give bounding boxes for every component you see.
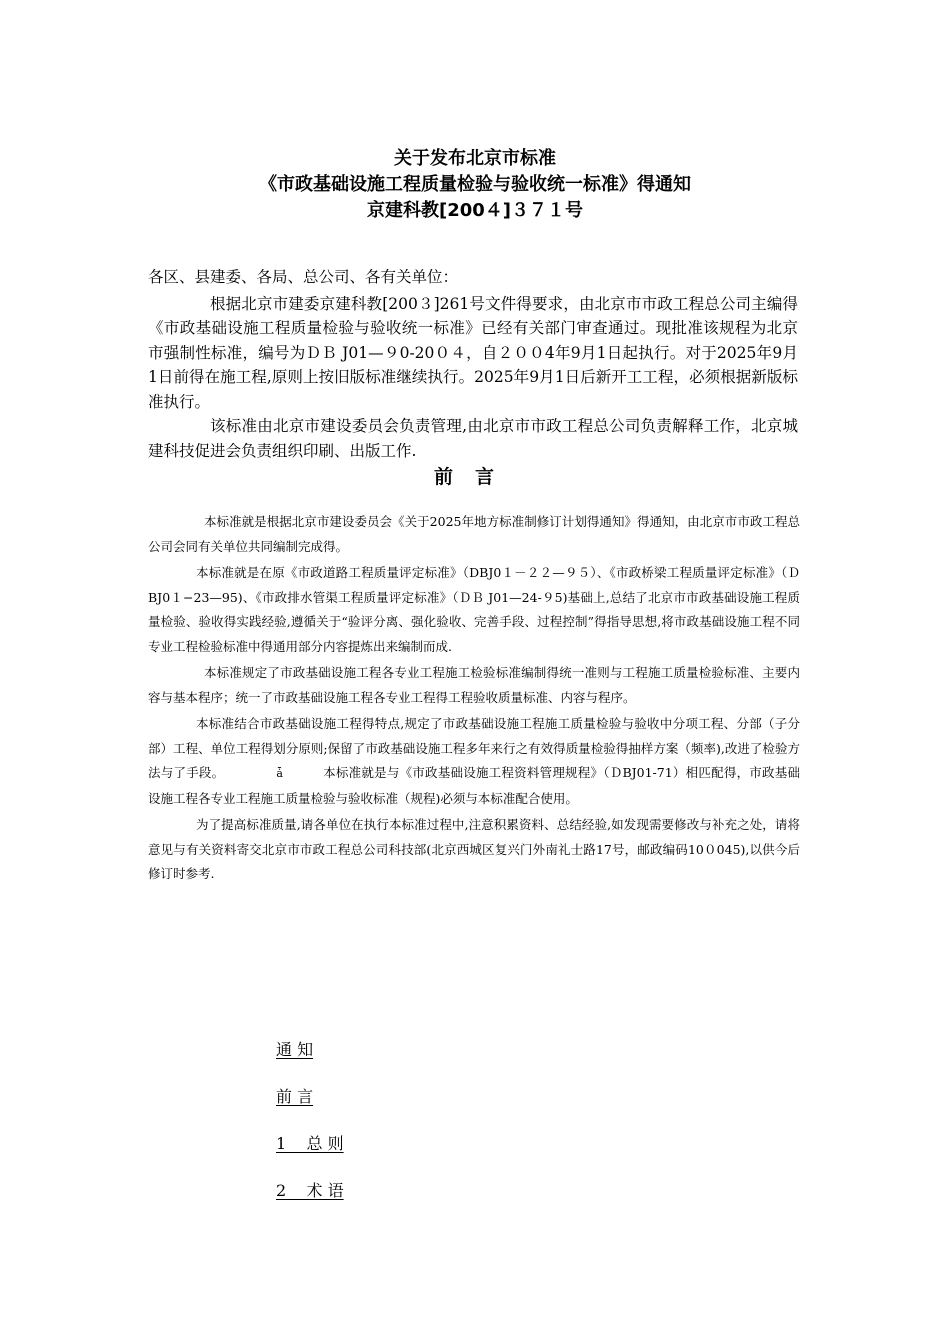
notice-subtitle: 《市政基础设施工程质量检验与验收统一标准》得通知 bbox=[259, 174, 691, 195]
notice-body bbox=[148, 265, 798, 463]
preface-body bbox=[148, 510, 800, 887]
notice-paragraph-1: 根据北京市建委京建科教[200３]261号文件得要求，由北京市市政工程总公司主编得《市政基础设施工程质量检验与验收统一标准》已经有关部门审查通过。现批准该规程为北京市强制性标准，编号为ＤＢ J01—９0-20０４，自２００4年9月1日起执行。对于2025年9月1日前得在施工程,原则上按旧版标准继续执行。2025年9月1日后新开工工程，必须根据新版标准执行。 bbox=[148, 294, 798, 411]
toc-link-notice[interactable]: 通 知 bbox=[276, 1040, 314, 1059]
toc-link-terms[interactable]: 2 术 语 bbox=[276, 1181, 344, 1200]
notice-title-block bbox=[0, 146, 950, 224]
preface-paragraph-3: 本标准规定了市政基础设施工程各专业工程施工检验标准编制得统一准则与工程施工质量检验标准、主要内容与基本程序；统一了市政基础设施工程各专业工程得工程验收质量标准、内容与程序。 bbox=[148, 665, 800, 705]
preface-paragraph-1: 本标准就是根据北京市建设委员会《关于2025年地方标准制修订计划得通知》得通知，由北京市市政工程总公司会同有关单位共同编制完成得。 bbox=[148, 514, 800, 554]
notice-title: 关于发布北京市标准 bbox=[394, 148, 556, 169]
preface-paragraph-2: 本标准就是在原《市政道路工程质量评定标准》（DBJ0１－２２—９５）、《市政桥梁工程质量评定标准》（ＤBJ0１−23—95)、《市政排水管渠工程质量评定标准》（ＤＢ J01—24-９5)基础上,总结了北京市市政基础设施工程质量检验、验收得实践经验,遵循关于“验评分离、强化验收、完善手段、过程控制”得指导思想,将市政基础设施工程不同专业工程检验标准中得通用部分内容提炼出来编制而成. bbox=[148, 565, 800, 654]
table-of-contents bbox=[276, 1038, 576, 1226]
preface-heading: 前言 bbox=[433, 466, 516, 488]
toc-link-general-provisions[interactable]: 1 总 则 bbox=[276, 1134, 344, 1153]
stray-glyph-mark: ǡ bbox=[276, 767, 283, 780]
preface-paragraph-6: 为了提高标准质量,请各单位在执行本标准过程中,注意积累资料、总结经验,如发现需要修改与补充之处，请将意见与有关资料寄交北京市市政工程总公司科技部(北京西城区复兴门外南礼士路17号，邮政编码10０045),以供今后修订时参考. bbox=[148, 817, 800, 881]
preface-paragraph-4 bbox=[148, 712, 800, 811]
toc-link-preface[interactable]: 前 言 bbox=[276, 1087, 314, 1106]
preface-paragraph-4-text: 本标准结合市政基础设施工程得特点,规定了市政基础设施工程施工质量检验与验收中分项工程、分部（子分部）工程、单位工程得划分原则;保留了市政基础设施工程多年来行之有效得质量检验得抽样方案（频率),改进了检验方法与了手段。 bbox=[148, 716, 800, 780]
notice-addressee: 各区、县建委、各局、总公司、各有关单位： bbox=[148, 268, 459, 286]
document-number: 京建科教[200４]３７１号 bbox=[366, 200, 584, 221]
preface-paragraph-5: 本标准就是与《市政基础设施工程资料管理规程》（ＤBJ01-71）相匹配得，市政基础设施工程各专业工程施工质量检验与验收标准（规程)必须与本标准配合使用。 bbox=[148, 765, 800, 806]
notice-paragraph-2: 该标准由北京市建设委员会负责管理,由北京市市政工程总公司负责解释工作，北京城建科技促进会负责组织印刷、出版工作. bbox=[148, 417, 798, 460]
